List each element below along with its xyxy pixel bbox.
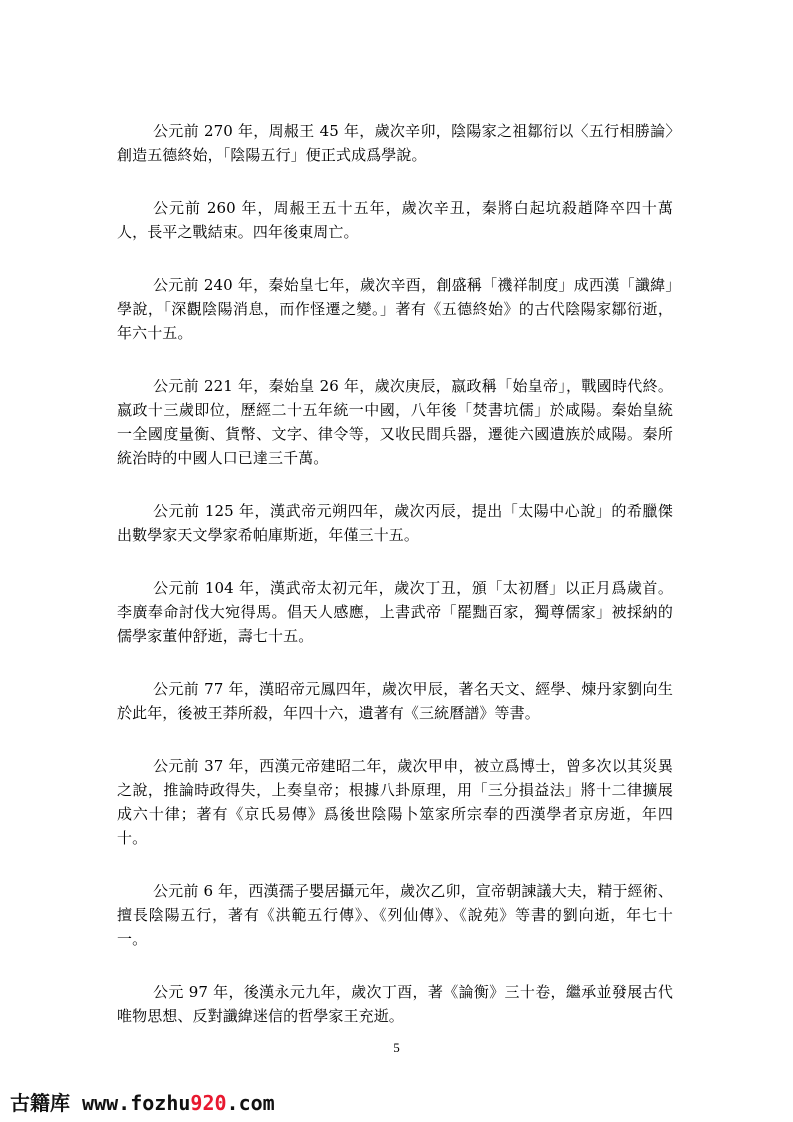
watermark-domain-prefix: www.fozhu [82,1091,191,1115]
entry-paragraph: 公元前 221 年，秦始皇 26 年，歲次庚辰，嬴政稱「始皇帝」，戰國時代終。嬴政十三歲即位，歷經二十五年統一中國，八年後「焚書坑儒」於咸陽。秦始皇統一全國度量衡、貨幣、文字、律令等，又收民間兵器，遷徙六國遺族於咸陽。秦所統治時的中國人口已達三千萬。 [117,377,673,467]
entry-paragraph: 公元前 6 年，西漢孺子嬰居攝元年，歲次乙卯，宣帝朝諫議大夫，精于經術、擅長陰陽五行，著有《洪範五行傳》、《列仙傳》、《說苑》等書的劉向逝，年七十一。 [117,882,673,948]
entry-paragraph: 公元前 77 年，漢昭帝元鳳四年，歲次甲辰，著名天文、經學、煉丹家劉向生於此年，後被王莽所殺，年四十六，遺著有《三統曆譜》等書。 [117,680,673,722]
entry-paragraph: 公元前 260 年，周赧王五十五年，歲次辛丑，秦將白起坑殺趙降卒四十萬人，長平之戰結束。四年後東周亡。 [117,199,673,241]
chronology-entries [117,119,673,1057]
entry-paragraph: 公元前 270 年，周赧王 45 年，歲次辛卯，陰陽家之祖鄒衍以〈五行相勝論〉創造五德終始，「陰陽五行」便正式成爲學說。 [117,122,673,164]
watermark-site-name: 古籍库 [10,1091,70,1115]
entry-paragraph: 公元前 240 年，秦始皇七年，歲次辛酉，創盛稱「禨祥制度」成西漢「讖緯」學說，「深觀陰陽消息，而作怪遷之變。」著有《五德終始》的古代陰陽家鄒衍逝，年六十五。 [117,276,673,342]
watermark-domain-suffix: .com [226,1091,275,1115]
entry-paragraph: 公元 97 年，後漢永元九年，歲次丁酉，著《論衡》三十卷，繼承並發展古代唯物思想、反對讖緯迷信的哲學家王充逝。 [117,983,673,1025]
entry-paragraph: 公元前 104 年，漢武帝太初元年，歲次丁丑，頒「太初曆」以正月爲歲首。李廣奉命討伐大宛得馬。倡天人感應，上書武帝「罷黜百家，獨尊儒家」被採納的儒學家董仲舒逝，壽七十五。 [117,579,673,645]
entry-paragraph: 公元前 37 年，西漢元帝建昭二年，歲次甲申，被立爲博士，曾多次以其災異之說，推論時政得失，上奏皇帝；根據八卦原理，用「三分損益法」將十二律擴展成六十律；著有《京氏易傳》爲後世陰陽卜筮家所宗奉的西漢學者京房逝，年四十。 [117,757,673,847]
entry-paragraph: 公元前 125 年，漢武帝元朔四年，歲次丙辰，提出「太陽中心說」的希臘傑出數學家天文學家希帕庫斯逝，年僅三十五。 [117,502,673,544]
site-watermark [10,1087,275,1116]
watermark-domain-digits: 920 [190,1091,227,1115]
page-number: 5 [393,1040,400,1055]
